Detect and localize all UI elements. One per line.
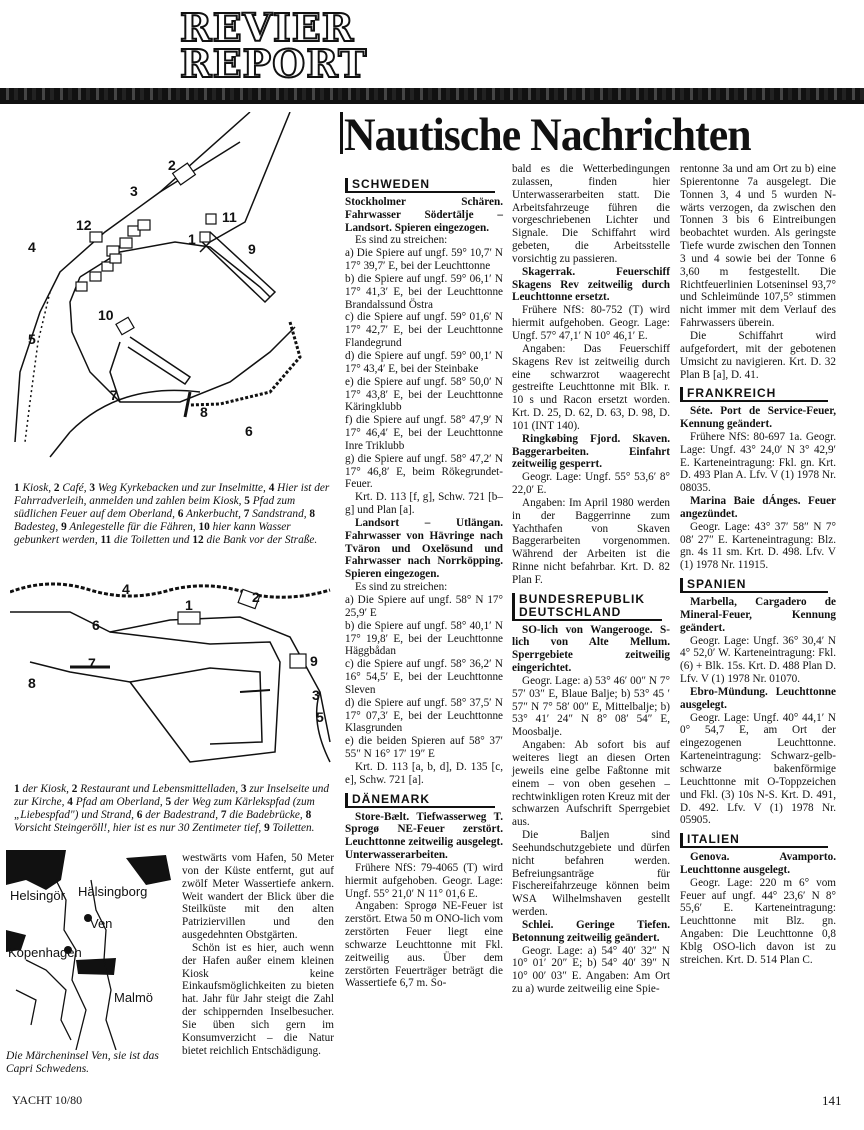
map1-label-10: 10 [98,307,114,323]
caption-number: 2 [53,482,60,494]
notice-text: Die Baljen sind Seehundschutzgebiete und dürfen nicht befahren werden. Befreiungsanträge für Fischereifahrzeuge können beim WSA Wilhelmshaven gestellt werden. [512,829,670,919]
map1-label-8: 8 [200,404,208,420]
caption-entry: hier kann Wasser gebunkert werden, [14,520,291,546]
notice-heading: Store-Bælt. Tiefwasserweg T. Sprogø NE-Feuer zerstört. Leuchttonne zeitweilig ausgelegt. Unterwasserarbeiten. [345,810,503,862]
map2-label-3: 3 [312,687,320,703]
caption-entry: der Kiosk, [19,783,72,795]
notice-heading: Séte. Port de Service-Feuer, Kennung geändert. [680,405,836,431]
caption-entry: zur Inselseite und zur Kirche, [14,783,330,808]
notice-text: bald es die Wetterbedingungen zulassen, finden hier Unterwasserarbeiten statt. Die Arbeitsfahrzeuge führen die vorgeschriebenen Lichter und Signale. Die Schiffahrt wird gebeten, die Arbeitsstelle vorsichtig zu passieren. [512,163,670,265]
notice-heading: Marina Baie dÁnges. Feuer angezündet. [680,495,836,520]
notice-item: f) die Spiere auf ungf. 58° 47,9′ N 17° 46,4′ E, bei der Leuchttonne Inre Triklubb [345,414,503,452]
map2-label-2: 2 [252,589,260,605]
map2-label-1: 1 [185,597,193,613]
notice-item: a) Die Spiere auf ungf. 59° 10,7′ N 17° 39,7′ E, bei der Leuchttonne [345,247,503,273]
caption-number: 11 [100,533,112,546]
notice-text: Krt. D. 113 [f, g], Schw. 721 [b–g] und Plan [a]. [345,491,503,517]
map1-label-6: 6 [245,423,253,439]
section-heading-bundesrepublik: BUNDESREPUBLIK DEUTSCHLAND [512,593,662,621]
caption-number: 8 [305,808,312,821]
caption-entry: die Bank vor der Straße. [203,533,318,546]
map2-label-6: 6 [92,617,100,633]
place-kopenhagen: Kopenhagen [8,945,82,960]
caption-entry: Toiletten. [269,821,315,834]
map2-label-5: 5 [316,709,324,725]
map1-label-3: 3 [130,183,138,199]
caption-number: 1 [14,783,20,795]
header-rule [0,88,864,100]
notice-text: Angaben: Im April 1980 werden in der Baggerrinne zum Yachthafen von Skaven Baggerarbeiten vorgenommen. Während der Arbeiten ist die Rinne nicht befahrbar. Krt. D. 82 Plan F. [512,496,670,586]
map1-label-5: 5 [28,331,36,347]
caption-entry: Ankerbucht, [183,507,244,520]
map1-coast-east [200,112,290,252]
caption-number: 6 [136,808,143,821]
notice-item: e) die Spiere auf ungf. 58° 50,0′ N 17° 43,8′ E, bei der Leuchttonne Käringklubb [345,375,503,414]
notice-text: Geogr. Lage: 220 m 6° vom Feuer auf ungf. 44° 23,6′ N 8° 55,6′ E. Karteneintragung: Leuchttonne mit Blz. gn. Angaben: Die Leuchttonne 0,8 Kblg OSO-lich davon ist zu streichen. Krt. D. 514 Plan C. [680,876,836,966]
map1-coast-outer [15,112,250,442]
page-headline: Nautische Nachrichten [344,109,751,161]
section-heading-frankreich: FRANKREICH [680,387,828,402]
caption-number: 4 [268,482,275,494]
notice-text: rentonne 3a und am Ort zu b) eine Spierentonne 7a ausgelegt. Die Tonnen 3, 4 und 5 wurden N-wärts verzogen, da zwischen den Tonnen 3 bis 6 Eintreibungen beobachtet wurden. Als geringste Tiefe wurde zwischen den Tonnen 3 und 4 sowie bei der Tonne 6 3,60 m festgestellt. Die Richtfeuerlinien Lotseninsel 93,7° und Schleimünde 107,5° stimmen nicht immer mit dem Verlauf des Fahrwassers überein. [680,163,836,330]
caption-entry: Badesteg, [14,520,62,533]
page-number: 141 [822,1093,842,1108]
map1-label-2: 2 [168,157,176,173]
caption-entry: der Weg zum Kärlekspfad (zum „Liebespfad") und Strand, [14,795,315,821]
map2-label-4: 4 [122,581,130,597]
notice-text: Geogr. Lage: a) 54° 40′ 32″ N 10° 01′ 20″ E; b) 54° 40′ 39″ N 10° 00′ 03″ E. Angaben: Am Ort zu a) wurde zeitweilig eine Spie- [512,944,670,996]
caption-number: 9 [61,520,67,533]
caption-entry: Weg Kyrkebacken und zur Inselmitte, [95,482,269,494]
map1-label-7: 7 [110,387,118,403]
notice-heading: Landsort – Utlängan. Fahrwasser von Hävringe nach Tväron und Oxelösund und Fahrwasser nach Norrköpping. Spieren eingezogen. [345,516,503,581]
notice-text: Geogr. Lage: 43° 37′ 58″ N 7° 08′ 27″ E. Karteneintragung: Blz. gn. 4s 11 sm. Krt. D. 498. Lfv. V (1) 1978 Nr. 11915. [680,520,836,572]
map2-label-7: 7 [88,655,96,671]
section-heading-danemark: DÄNEMARK [345,793,495,808]
map1-label-12: 12 [76,217,92,233]
map2-label-8: 8 [28,675,36,691]
section-heading-italien: ITALIEN [680,833,828,848]
notice-heading: Ebro-Mündung. Leuchttonne ausgelegt. [680,685,836,711]
caption-entry: der Badestrand, [142,808,221,821]
place-halsingborg: Hälsingborg [78,884,148,899]
notice-text: Krt. D. 113 [a, b, d], D. 135 [c, e], Schw. 721 [a]. [345,760,503,786]
notice-text: Geogr. Lage: Ungf. 40° 44,1′ N 0° 54,7 E, am Ort der eingezogenen Leuchttonne. Karteneintragung: Schwarz-gelb-schwarze bakenförmige Leuchttonne mit O-Toppzeichen und Fkl. (3) 10s N-S. Krt. D. 491, D. 492. Lfv. V (1) 1978 Nr. 05905. [680,711,836,827]
notice-heading: Genova. Avamporto. Leuchttonne ausgelegt. [680,851,836,876]
notice-text: Geogr. Lage: a) 53° 46′ 00″ N 7° 57′ 03″ E, Blaue Balje; b) 53° 45 ′ 57″ N 7° 58′ 00″ E, Mittelbalje; b) 53° 41′ 24″ N 8° 08′ 54″ E, Moosbalje. [512,674,670,739]
news-column-b [512,163,670,996]
caption-entry: Café, [59,482,90,494]
caption-number: 10 [198,520,210,533]
notice-text: Frühere NfS: 80-752 (T) wird hiermit aufgehoben. Geogr. Lage: Ungf. 57° 47,1′ N 10° 46,1′ E. [512,304,670,342]
caption-entry: Hier ist der Fahrradverleih, anmelden und zahlen beim Kiosk, [14,482,330,507]
notice-item: b) die Spiere auf ungf. 58° 40,1′ N 17° 19,8′ E, bei der Leuchttonne Häggbådan [345,619,503,658]
notice-text: Es sind zu streichen: [355,581,448,594]
notice-text: Frühere NfS: 80-697 1a. Geogr. Lage: Ungf. 43° 24,0′ N 3° 42,9′ E. Karteneintragung: Fkl. gn. Krt. D. 493 Plan A. Lfv. V (1) 1978 Nr. 08035. [680,430,836,495]
story-column [182,852,334,1058]
caption-number: 1 [14,482,20,494]
region-map-caption: Die Märcheninsel Ven, sie ist das Capri Schwedens. [6,1050,159,1075]
place-helsingor: Helsingör [10,888,65,903]
caption-number: 7 [243,507,250,520]
caption-number: 3 [240,783,247,795]
harbor-map-1 [10,112,330,482]
region-map [6,850,176,1050]
map1-caption-text [14,482,329,546]
header-rule-bottom [0,100,864,104]
map1-label-11: 11 [222,209,237,225]
place-malmo: Malmö [114,990,154,1005]
caption-number: 4 [67,795,73,808]
caption-entry: Restaurant und Lebensmittelladen, [77,783,241,795]
caption-number: 5 [165,795,172,808]
logo-line-1: REVIER [180,5,355,50]
notice-text: Geogr. Lage: Ungf. 55° 53,6′ 8° 22,0′ E. [512,471,670,497]
caption-number: 8 [309,507,316,520]
notice-text: Es sind zu streichen: [355,234,448,247]
notice-heading: Schlei. Geringe Tiefen. Betonnung zeitweilig geändert. [512,918,670,944]
notice-item: b) die Spiere auf ungf. 59° 06,1′ N 17° 41,3′ E, bei der Leuchttonne Brandalssund Östra [345,272,503,311]
notice-text: Frühere NfS: 79-4065 (T) wird hiermit aufgehoben. Geogr. Lage: Ungf. 55° 21,0′ N 11° 01,6 E. [345,861,503,900]
place-ven: Ven [90,916,113,931]
story-paragraph: Schön ist es hier, auch wenn der Hafen außer einem kleinen Kiosk keine Einkaufsmöglichkeiten zu bieten hat. Jahr für Jahr steigt die Zahl der schippernden Inselbesucher. Sie üben sich gern im Konsumverzicht – die Natur bietet reichlich Entschädigung. [182,941,334,1057]
caption-number: 7 [220,808,227,821]
news-column-a [345,172,503,990]
news-column-c [680,163,836,967]
map1-caption [14,482,332,547]
section-heading-spanien: SPANIEN [680,578,828,593]
notice-text: Angaben: Ab sofort bis auf weiteres liegt an diesen Orten jeweils eine gelbe Faßtonne mit einem – von oben gesehen – rechtwinkligen roten Kreuz mit der schwarzen Aufschrift Sperrgebiet aus. [512,739,670,829]
notice-item: a) Die Spiere auf ungf. 58° N 17° 25,9′ E [345,594,503,619]
notice-heading: Ringkøbing Fjord. Skaven. Baggerarbeiten. Einfahrt zeitweilig gesperrt. [512,432,670,471]
notice-item: c) die Spiere auf ungf. 58° 36,2′ N 16° 54,5′ E, bei der Leuchttonne Sleven [345,658,503,696]
caption-entry: Pfad am Oberland, [72,795,166,808]
harbor-map-2 [10,572,332,782]
caption-entry: Kiosk, [19,482,54,494]
magazine-issue: YACHT 10/80 [12,1093,83,1107]
caption-number: 9 [264,821,270,834]
caption-entry: Pfad zum südlichen Feuer auf dem Oberland, [14,494,296,520]
notice-heading: SO-lich von Wangerooge. S-lich von Alte Mellum. Sperrgebiete zeitweilig eingerichtet. [512,623,670,675]
map1-label-1: 1 [188,231,196,247]
caption-number: 3 [89,482,95,494]
caption-entry: Vorsicht Steingeröll!, hier ist es nur 30 Zentimeter tief, [14,821,265,834]
caption-number: 12 [192,533,204,546]
notice-item: d) die Spiere auf ungf. 59° 00,1′ N 17° 43,4′ E, bei der Steinbake [345,349,503,375]
section-heading-schweden: SCHWEDEN [345,178,495,193]
notice-text: Die Schiffahrt wird aufgefordert, mit der gebotenen Umsicht zu navigieren. Krt. D. 32 Plan B [a], D. 41. [680,329,836,381]
map2-label-9: 9 [310,653,318,669]
logo-line-2: REPORT [180,41,368,86]
caption-number: 2 [71,783,78,795]
notice-item: e) die beiden Spieren auf 58° 37′ 55″ N 16° 17′ 19″ E [345,735,503,761]
revier-report-logo [180,5,368,88]
caption-number: 5 [244,494,250,507]
notice-text: Angaben: Sprogø NE-Feuer ist zerstört. Etwa 50 m ONO-lich vom zerstörten Feuer liegt eine schwarze Leuchttonne mit Fkl. zeitweilig aus. Über dem zerstörten Feuerträger beträgt die Wassertiefe 6,7 m. So- [345,900,503,990]
map1-label-4: 4 [28,239,36,255]
map2-caption-text [14,783,329,834]
map1-label-9: 9 [248,241,256,257]
story-paragraph: westwärts vom Hafen, 50 Meter von der Küste entfernt, gut auf zwölf Meter Wassertiefe ankern. Weit wandert der Blick über die Steilküste mit den alten Patriziervillen und den ausgedehnten Obstgärten. [182,852,334,942]
notice-text: Geogr. Lage: Ungf. 36° 30,4′ N 4° 52,0′ W. Karteneintragung: Fkl. (6) + Blk. 15s. Krt. D. 488 Plan D. Lfv. V (1) 1978 Nr. 01070. [680,634,836,686]
notice-item: d) die Spiere auf ungf. 58° 37,5′ N 17° 07,3′ E, bei der Leuchttonne Klasgrunden [345,696,503,735]
notice-item: g) die Spiere auf ungf. 58° 47,2′ N 17° 46,8′ E, beim Rökegrundet-Feuer. [345,452,503,491]
caption-entry: die Toiletten und [111,533,193,546]
map2-caption [14,783,332,835]
headline-bar [340,112,343,154]
notice-heading: Marbella, Cargadero de Mineral-Feuer, Kennung geändert. [680,596,836,634]
notice-heading: Skagerrak. Feuerschiff Skagens Rev zeitweilig durch Leuchttonne ersetzt. [512,265,670,304]
caption-entry: die Badebrücke, [226,808,306,821]
notice-text: Angaben: Das Feuerschiff Skagens Rev ist zeitweilig durch eine schwarzrot waagerecht gestreifte Leuchttonne mit Blk. r. 10 s und Racon ersetzt worden. Krt. D. 25, D. 62, D. 63, D. 98, D. 101 (INT 140). [512,342,670,432]
caption-entry: Sandstrand, [249,507,310,520]
caption-number: 6 [177,507,184,520]
notice-item: c) die Spiere auf ungf. 59° 01,6′ N 17° 42,7′ E, bei der Leuchttonne Flandegrund [345,311,503,350]
notice-heading: Stockholmer Schären. Fahrwasser Södertälje – Landsort. Spieren eingezogen. [345,195,503,234]
caption-entry: Anlegestelle für die Fähren, [66,520,199,533]
